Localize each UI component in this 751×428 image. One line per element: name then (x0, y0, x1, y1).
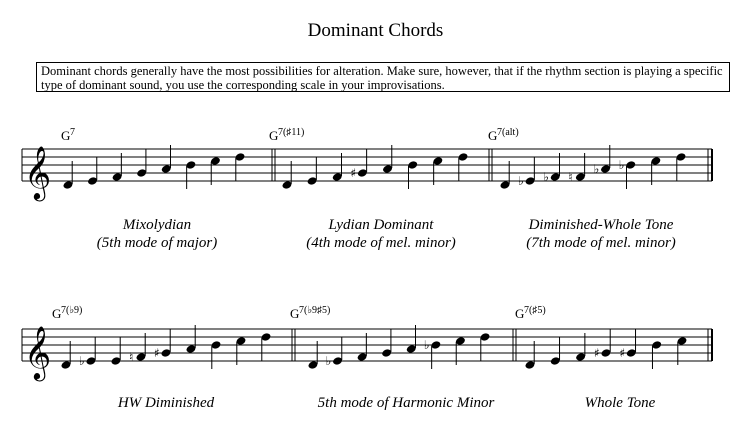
chord-symbol-root: G (290, 306, 300, 321)
caption-line: (5th mode of major) (96, 235, 218, 251)
chord-symbol-extension: 7(♭9) (61, 305, 83, 316)
accidental: ♯ (619, 346, 626, 360)
chord-symbol-extension: 7 (70, 127, 75, 138)
scale-caption-diminished-whole-tone (491, 216, 711, 252)
accidental: ♯ (154, 346, 160, 360)
chord-symbol-root: G (488, 128, 498, 143)
accidental: ♮ (568, 170, 573, 184)
chord-symbol-root: G (52, 306, 62, 321)
treble-clef-icon: 𝄞 (24, 325, 52, 379)
treble-clef-icon: 𝄞 (24, 145, 52, 199)
caption-line: 5th mode of Harmonic Minor (317, 395, 495, 411)
caption-line: Lydian Dominant (328, 217, 434, 233)
chord-symbol-root: G (61, 128, 71, 143)
accidental: ♭ (618, 158, 625, 172)
caption-line: Whole Tone (584, 395, 656, 411)
chord-symbol-extension: 7(alt) (497, 127, 519, 138)
accidental: ♯ (594, 346, 600, 360)
chord-symbol-root: G (269, 128, 279, 143)
caption-line: (4th mode of mel. minor) (306, 235, 456, 251)
accidental: ♮ (129, 350, 134, 364)
page-title: Dominant Chords (307, 20, 444, 41)
accidental: ♭ (325, 354, 332, 368)
scale-caption-hw-diminished (56, 394, 276, 412)
accidental: ♭ (79, 354, 85, 368)
chord-symbol-extension: 7(♯11) (278, 127, 305, 138)
scale-caption-harmonic-minor-5th (296, 394, 516, 412)
chord-symbol-extension: 7(♯5) (524, 305, 546, 316)
accidental: ♭ (543, 170, 549, 184)
caption-line: (7th mode of mel. minor) (526, 235, 676, 251)
scale-caption-lydian-dominant (271, 216, 491, 252)
accidental: ♭ (423, 338, 430, 352)
accidental: ♯ (350, 166, 357, 180)
intro-note: Dominant chords generally have the most possibilities for alteration. Make sure, however, that if the rhythm section is playing a specific type of dominant sound, you use the corresponding scale in your improvisations. (36, 62, 730, 92)
caption-line: HW Diminished (117, 395, 215, 411)
caption-line: Diminished-Whole Tone (528, 217, 674, 233)
chord-symbol-extension: 7(♭9♯5) (299, 305, 331, 316)
scale-caption-whole-tone (510, 394, 730, 412)
caption-line: Mixolydian (122, 217, 192, 233)
accidental: ♭ (593, 162, 600, 176)
accidental: ♭ (518, 174, 524, 188)
chord-symbol-root: G (515, 306, 525, 321)
scale-caption-mixolydian (47, 216, 267, 252)
